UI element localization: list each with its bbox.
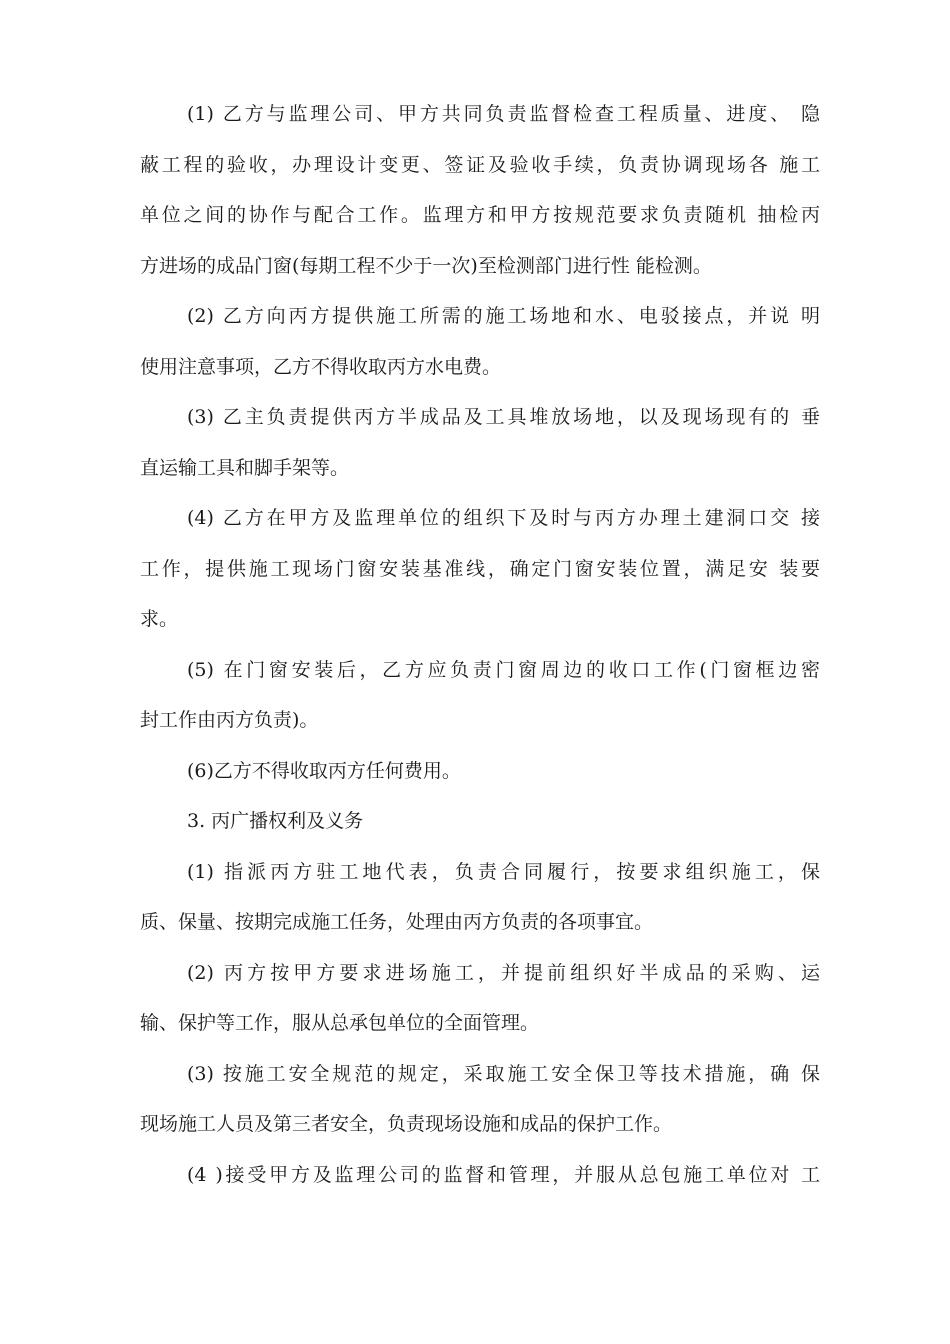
paragraph-4-line-1: (4) 乙方在甲方及监理单位的组织下及时与丙方办理土建洞口交 接 [187,507,820,529]
paragraph-6-line-1: (6)乙方不得收取丙方任何费用。 [187,760,461,782]
paragraph-1-line-1: (1) 乙方与监理公司、甲方共同负责监督检查工程质量、进度、 隐 [187,103,820,125]
paragraph-2-line-2: 使用注意事项，乙方不得收取丙方水电费。 [140,356,502,378]
paragraph-9-line-2: 现场施工人员及第三者安全，负责现场设施和成品的保护工作。 [140,1113,673,1135]
paragraph-1-line-4: 方进场的成品门窗(每期工程不少于一次)至检测部门进行性 能检测。 [140,255,712,277]
section-heading: 3. 丙广播权利及义务 [187,810,364,832]
paragraph-4-line-2: 工作，提供施工现场门窗安装基准线，确定门窗安装位置，满足安 装要 [140,558,820,580]
paragraph-8-line-1: (2) 丙方按甲方要求进场施工，并提前组织好半成品的采购、运 [187,962,820,984]
paragraph-5-line-1: (5) 在门窗安装后，乙方应负责门窗周边的收口工作(门窗框边密 [187,659,820,681]
paragraph-8-line-2: 输、保护等工作，服从总承包单位的全面管理。 [140,1012,540,1034]
paragraph-7-line-1: (1) 指派丙方驻工地代表，负责合同履行，按要求组织施工，保 [187,861,820,883]
paragraph-4-line-3: 求。 [140,608,179,630]
paragraph-7-line-2: 质、保量、按期完成施工任务，处理由丙方负责的各项事宜。 [140,911,654,933]
paragraph-1-line-3: 单位之间的协作与配合工作。监理方和甲方按规范要求负责随机 抽检丙 [140,204,820,226]
paragraph-9-line-1: (3) 按施工安全规范的规定，采取施工安全保卫等技术措施，确 保 [187,1063,820,1085]
paragraph-10-line-1: (4 )接受甲方及监理公司的监督和管理，并服从总包施工单位对 工 [187,1164,820,1186]
paragraph-3-line-1: (3) 乙主负责提供丙方半成品及工具堆放场地，以及现场现有的 垂 [187,406,820,428]
paragraph-1-line-2: 蔽工程的验收，办理设计变更、签证及验收手续，负责协调现场各 施工 [140,154,820,176]
paragraph-5-line-2: 封工作由丙方负责)。 [140,709,319,731]
paragraph-2-line-1: (2) 乙方向丙方提供施工所需的施工场地和水、电驳接点，并说 明 [187,305,820,327]
paragraph-3-line-2: 直运输工具和脚手架等。 [140,457,350,479]
